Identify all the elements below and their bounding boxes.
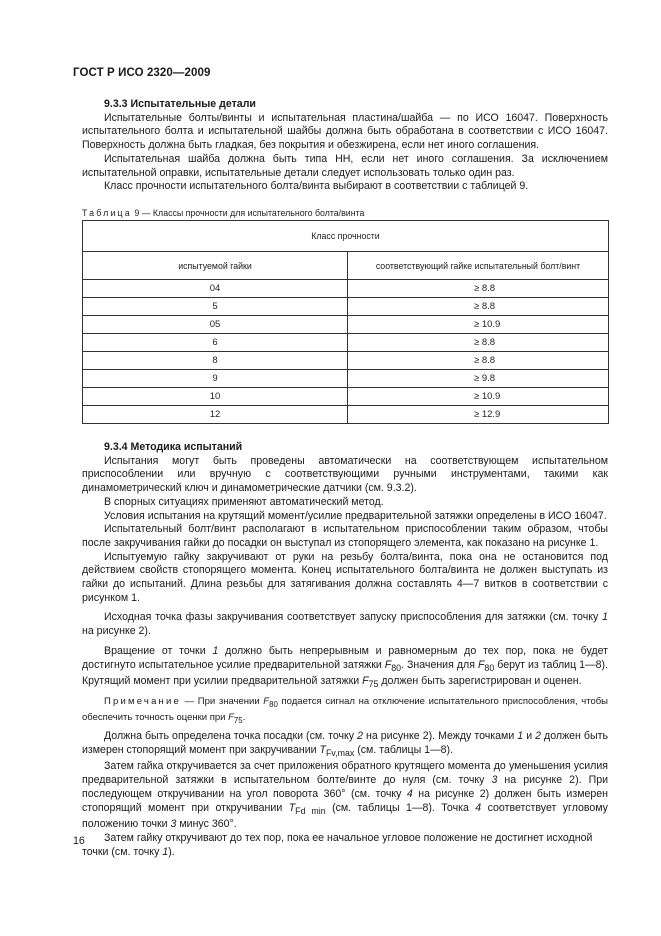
table-header-strength-class: Класс прочности — [83, 221, 609, 252]
table-row — [83, 370, 609, 388]
paragraph: Затем гайку откручивают до тех пор, пока ее начальное угловое положение не достигнет исходной точки (см. точку 1). — [82, 832, 593, 858]
table-cell-nut: 05 — [83, 316, 348, 334]
note: Примечание — При значении $F_{80}$ подается сигнал на отключение испытательного приспособления, чтобы обеспечить точность оценки при $F_{75}$. — [82, 696, 608, 725]
table-cell-bolt: ≥ 8.8 — [348, 334, 609, 352]
table-cell-bolt: ≥ 12.9 — [348, 406, 609, 424]
table-cell-bolt: ≥ 8.8 — [348, 280, 609, 298]
table-header-bolt: соответствующий гайке испытательный болт/винт — [348, 252, 609, 280]
table-cell-nut: 12 — [83, 406, 348, 424]
table-header-nut: испытуемой гайки — [83, 252, 348, 280]
table-caption-text: 9 — Классы прочности для испытательного болта/винта — [134, 208, 365, 218]
paragraph: Класс прочности испытательного болта/винта выбирают в соответствии с таблицей 9. — [104, 180, 529, 193]
paragraph: Должна быть определена точка посадки (см. точку 2 на рисунке 2). Между точками 1 и 2 должен быть измерен стопорящий момент при закручивании $T_{Fv,max}$ (см. таблицы 1—8). — [82, 729, 608, 758]
paragraph: Испытательные болты/винты и испытательная пластина/шайба — по ИСО 16047. Поверхность испытательного болта и испытательной шайбы должна быть обработана в соответствии с ИСО 16047. Поверхность должна быть гладкая, без покрытия и обезжирена, если нет иного соглашения. — [82, 111, 608, 152]
page-number: 16 — [73, 835, 85, 847]
table-row — [83, 334, 609, 352]
table-row — [83, 298, 609, 316]
paragraph: Затем гайка откручивается за счет приложения обратного крутящего момента до уменьшения усилия предварительной затяжки в испытательном болте/винте до нуля (см. точку 3 на рисунке 2). При последующем откручивании на угол поворота 360° (см. точку 4 на рисунке 2) должен быть измерен стопорящий момент при откручивании $T_{Fd min}$ (см. таблицы 1—8). Точка 4 соответствует угловому положению точки 3 минус 360°. — [82, 760, 609, 831]
table-caption-word: Таблица — [82, 208, 132, 218]
section-heading: 9.3.4 Методика испытаний — [104, 441, 243, 453]
table-cell-bolt: ≥ 10.9 — [348, 316, 609, 334]
paragraph: Испытуемую гайку закручивают от руки на резьбу болта/винта, пока она не остановится под действием свойств стопорящего момента. Конец испытательного болта/винта не должен выступать из гайки до испытаний. Длина резьбы для затягивания должна составлять 4—7 витков в соответствии с рисунком 1. — [82, 550, 608, 604]
table-cell-nut: 10 — [83, 388, 348, 406]
table-strength-classes — [82, 220, 609, 424]
table-caption — [82, 208, 364, 218]
paragraph: Условия испытания на крутящий момент/усилие предварительной затяжки определены в ИСО 16047. — [104, 509, 607, 522]
table-row — [83, 406, 609, 424]
table-row — [83, 280, 609, 298]
section-9-3-3 — [82, 98, 608, 194]
table-cell-bolt: ≥ 9.8 — [348, 370, 609, 388]
section-heading: 9.3.3 Испытательные детали — [104, 98, 256, 110]
table-row — [83, 388, 609, 406]
paragraph: Испытания могут быть проведены автоматически на соответствующем испытательном приспособлении или вручную с соответствующими ручными инструментами, такими как динамометрический ключ и динамометрические датчики (см. 9.3.2). — [82, 454, 608, 495]
table-cell-nut: 04 — [83, 280, 348, 298]
paragraph: Исходная точка фазы закручивания соответствует запуску приспособления для затяжки (см. точку 1 на рисунке 2). — [82, 611, 608, 638]
paragraph: Испытательная шайба должна быть типа НН, если нет иного соглашения. За исключением испытательной оправки, испытательные детали следует использовать только один раз. — [82, 152, 608, 179]
table-cell-nut: 8 — [83, 352, 348, 370]
section-9-3-4 — [82, 441, 608, 860]
document-header: ГОСТ Р ИСО 2320—2009 — [73, 67, 211, 79]
table-cell-nut: 9 — [83, 370, 348, 388]
paragraph: В спорных ситуациях применяют автоматический метод. — [104, 495, 384, 508]
table-cell-bolt: ≥ 10.9 — [348, 388, 609, 406]
paragraph: Испытательный болт/винт располагают в испытательном приспособлении таким образом, чтобы после закручивания гайки до посадки он выступал из стопорящего элемента, как показано на рисунке 1. — [82, 523, 608, 549]
table-cell-bolt: ≥ 8.8 — [348, 298, 609, 316]
table-cell-bolt: ≥ 8.8 — [348, 352, 609, 370]
table-cell-nut: 5 — [83, 298, 348, 316]
table-row — [83, 352, 609, 370]
table-cell-nut: 6 — [83, 334, 348, 352]
paragraph: Вращение от точки 1 должно быть непрерывным и равномерным до тех пор, пока не будет достигнуто испытательное усилие предварительной затяжки $F_{80}$. Значения для $F_{80}$ берут из таблиц 1—8). Крутящий момент при усилии предварительной затяжки $F_{75}$ должен быть зарегистрирован и оценен. — [82, 644, 608, 690]
table-row — [83, 316, 609, 334]
